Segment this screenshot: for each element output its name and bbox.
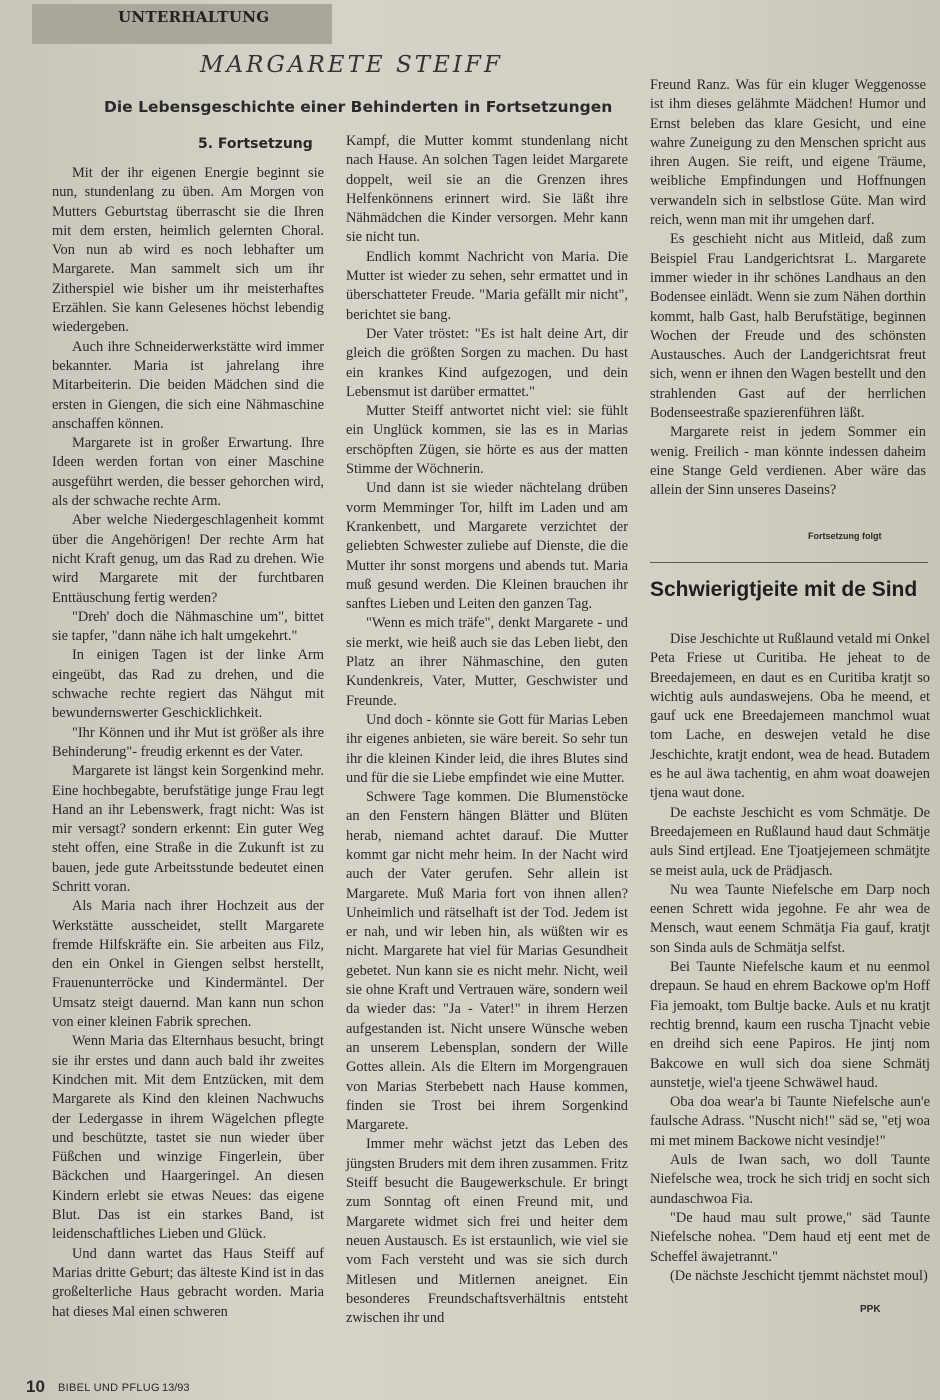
paragraph: De eachste Jeschicht es vom Schmätje. De Breedajemeen en Rußlaund haud daut Schmätje auls Sind ertjlead. Ene Tjoatjejemeen schmätjte se meist aula, uck de Prädjasch. — [650, 804, 930, 879]
paragraph: Aber welche Niedergeschlagenheit kommt über die Angehörigen! Der rechte Arm hat nicht Kraft genug, um das Rad zu drehen. Wie wird Margarete mit der furchtbaren Enttäuschung fertig werden? — [52, 512, 324, 606]
section-label: UNTERHALTUNG — [118, 8, 270, 26]
paragraph: Margarete ist in großer Erwartung. Ihre Ideen werden fortan von einer Maschine ausgeführt werden, die besser gehorchen wird, als der schwache rechte Arm. — [52, 435, 324, 510]
paragraph: "Ihr Können und ihr Mut ist größer als ihre Behinderung"- freudig erkennt es der Vater. — [52, 724, 324, 760]
installment-label: 5. Fortsetzung — [198, 136, 313, 152]
magazine-name: BIBEL UND PFLUG — [58, 1382, 160, 1394]
author-signature: PPK — [860, 1304, 881, 1315]
paragraph: Und dann wartet das Haus Steiff auf Marias dritte Geburt; das älteste Kind ist in das großelterliche Haus gebracht worden. Maria hat dieses Mal einen schweren — [52, 1245, 324, 1320]
continued-note: Fortsetzung folgt — [808, 531, 882, 541]
paragraph: "Dreh' doch die Nähmaschine um", bittet sie tapfer, "dann nähe ich halt umgekehrt." — [52, 608, 324, 645]
paragraph: Immer mehr wächst jetzt das Leben des jüngsten Bruders mit dem ihren zusammen. Fritz Steiff besucht die Baugewerkschule. Er bringt zum Sonntag oft einen Freund mit, und Margarete widmet sich frei und heiter dem neuen Austausch. Es ist erstaunlich, wie viel sie vom Fach versteht und was sie sich durch Mitlesen und Mitlernen aneignet. Ein besonderes Freundschaftsverhältnis entsteht zwischen ihr und — [346, 1136, 628, 1327]
issue-number: 13/93 — [162, 1382, 190, 1394]
paragraph: In einigen Tagen ist der linke Arm eingeübt, das Rad zu drehen, und die schwache rechte regiert das Nähgut mit bewundernswerter Geschicklichkeit. — [52, 647, 324, 722]
paragraph: Der Vater tröstet: "Es ist halt deine Art, dir gleich die größten Sorgen zu machen. Du hast ein krankes Kind aufgezogen, und dein Lebensmut ist darüber ermattet." — [346, 325, 628, 400]
paragraph: Dise Jeschichte ut Rußlaund vetald mi Onkel Peta Friese ut Curitiba. He jeheat to de Breedajemeen, en daut es en Curitiba kratjt so wichtig auls aundaswejens. Oba he meend, et gauf uck ene Breedajemeen manchmol wuat tom Lache, en deswejen vetald he dise Jeschichte, kratjt endont, wea de head. Butadem es he aul äwa tachentig, en ahm woat doawejen tjena waut done. — [650, 631, 930, 802]
page-number: 10 — [26, 1377, 45, 1396]
paragraph: (De nächste Jeschicht tjemmt nächstet moul) — [670, 1267, 928, 1284]
paragraph: Nu wea Taunte Niefelsche em Darp noch eenen Schrett wida jegohne. Fe ahr wea de Mensch, waut eenem Schmätja Fia gauf, kratjt son Sinda auls de Schmätja selfst. — [650, 881, 930, 956]
article-subtitle: Die Lebensgeschichte einer Behinderten in Fortsetzungen — [104, 98, 613, 116]
paragraph: Oba doa wear'a bi Taunte Niefelsche aun'e faulsche Adrass. "Nuscht nich!" säd se, "etj woa mi met minem Backowe nicht vesindje!" — [650, 1094, 930, 1149]
paragraph: Margarete reist in jedem Sommer ein wenig. Freilich - man könnte indessen daheim eine Stange Geld verdienen. Aber wäre das allein der Sinn unseres Daseins? — [650, 424, 926, 499]
dialect-story-column — [650, 630, 930, 1286]
paragraph: "Wenn es mich träfe", denkt Margarete - und sie merkt, wie heiß auch sie das Leben liebt, den Platz an ihrer Nähmaschine, den guten Kundenkreis, Vater, Mutter, Geschwister und Freunde. — [346, 615, 628, 709]
divider-rule — [650, 562, 928, 563]
paragraph: Endlich kommt Nachricht von Maria. Die Mutter ist wieder zu sehen, sehr ermattet und in überschatteter Freude. "Maria gefällt mir nicht", berichtet sie bang. — [346, 248, 628, 323]
paragraph: Auch ihre Schneiderwerkstätte wird immer bekannter. Maria ist jahrelang ihre Mitarbeiterin. Die beiden Mädchen sind die ersten in Giengen, die sich eine Nähmaschine anschaffen können. — [52, 338, 324, 432]
paragraph: Bei Taunte Niefelsche kaum et nu eenmol drepaun. Se haud en ehrem Backowe op'm Hoff Fia jemoakt, tom Bultje backe. Auls et nu kratjt rechtig brennd, kaum een ruscha Tjnacht vebie en dreihd sich eene Papiros. He jintj nom Bakcowe en wull sich doa siene Schmätj aunstetje, wiel'a tjeene Schwäwel haud. — [650, 959, 930, 1091]
paragraph: Wenn Maria das Elternhaus besucht, bringt sie ihr erstes und dann auch bald ihr zweites Kindchen mit. Mit dem Entzücken, mit dem Margarete als Kind den kleinen Nachwuchs der Ledergasse in ihrem Wägelchen pflegte und beschützte, tastet sie nun wieder über Füßchen und winzige Fingerlein, über Bäckchen und Haargeringel. An diesen Kindern erlebt sie etwas Neues: das eigene Blut. Das ist ein starkes Band, ist leidenschaftliches Lieben und Glück. — [52, 1033, 324, 1243]
paragraph: Und doch - könnte sie Gott für Marias Leben ihr eigenes anbieten, sie wäre bereit. So sehr tun ihr die kleinen Kinder leid, die ihres Blutes sind und für die sie Liebe empfindet wie eine Mutter. — [346, 711, 628, 786]
paragraph: Schwere Tage kommen. Die Blumenstöcke an den Fenstern hängen Blätter und Blüten herab, niemand achtet darauf. Die Mutter kommt gar nicht mehr heim. In der Nacht wird auch der Vater gerufen. Sehr allein ist Margarete. Muß Maria fort von ihnen allen? Unheimlich und rätselhaft ist der Tod. Jedem ist er nah, und wir leben hin, als wüßten wir es nicht. Margarete hat viel für Marias Gesundheit gebetet. Nun kann sie es nicht mehr. Nicht, weil sie ohne Kraft und Vertrauen wäre, sondern weil da wieder das: "Ja - Vater!" in ihrem Herzen aufgestanden ist. Nicht unsere Wünsche weben an unserem Lebensplan, sondern der Wille Gottes allein. Als die Eltern im Morgengrauen von Marias Sterbebett nach Hause kommen, finden sie Trost bei ihrem Sorgenkind Margarete. — [346, 789, 628, 1134]
paragraph: Kampf, die Mutter kommt stundenlang nicht nach Hause. An solchen Tagen leidet Margarete doppelt, weil sie an die Grenzen ihres Helfenkönnens erinnert wird. Sie läßt ihre Nähmädchen die Kinder versorgen. Mehr kann sie nicht tun. — [346, 133, 628, 246]
paragraph: Als Maria nach ihrer Hochzeit aus der Werkstätte ausscheidet, stellt Margarete fremde Hilfskräfte ein. Sie arbeiten aus Filz, den ein Onkel in Giengen selbst herstellt, Frauenunterröcke und Kindermäntel. Der Umsatz steigt dauernd. Man kann nun schon von einer kleinen Fabrik sprechen. — [52, 898, 324, 1031]
paragraph: Und dann ist sie wieder nächtelang drüben vorm Memminger Tor, hilft im Laden und am Krankenbett, und Margarete verzichtet der geliebten Schwester zuliebe auf Dienste, die die Mutter ihr sonst morgens und abends tut. Maria muß gesund werden. Die Kleinen brauchen ihr sanftes Lieben und Leiten den ganzen Tag. — [346, 480, 628, 613]
dialect-story-title: Schwierigtjeite mit de Sind — [650, 578, 918, 601]
paragraph: Mutter Steiff antwortet nicht viel: sie fühlt ein Unglück kommen, sie las es in Marias erschöpften Zügen, sie hörte es aus der matten Stimme der Wöchnerin. — [346, 403, 628, 478]
article-column-3 — [650, 76, 926, 501]
article-title: MARGARETE STEIFF — [200, 52, 503, 78]
paragraph: Es geschieht nicht aus Mitleid, daß zum Beispiel Frau Landgerichtsrat L. Margarete immer wieder in ihr schönes Landhaus an den Bodensee einlädt. Wenn sie zum Nähen dorthin kommt, halb Gast, halb Berufstätige, beginnen Wochen der Freude und des schönsten Austausches. Auch der Landgerichtsrat freut sich, wenn er ihnen den Wagen bestellt und den strahlenden Gast auf der herrlichen Bodenseestraße spazierenführen läßt. — [650, 231, 926, 422]
article-column-2 — [346, 132, 628, 1328]
paragraph: Auls de Iwan sach, wo doll Taunte Niefelsche wea, trock he sich tridj en socht sich aundaschwoa Fia. — [650, 1152, 930, 1207]
paragraph: Freund Ranz. Was für ein kluger Weggenosse ist ihm dieses gelähmte Mädchen! Humor und Ernst beleben das klare Gesicht, und eine wahre Zuneigung zu den Menschen spricht aus ihren Augen. Sie reift, und eigene Träume, weibliche Empfindungen und Hoffnungen verwandeln sich in selbstlose Güte. Man wird reich, wenn man mit ihr umgehen darf. — [650, 77, 926, 229]
paragraph: "De haud mau sult prowe," säd Taunte Niefelsche nohea. "Dem haud etj eent met de Scheffel äwajetrannt." — [650, 1209, 930, 1265]
paragraph: Margarete ist längst kein Sorgenkind mehr. Eine hochbegabte, berufstätige junge Frau legt Hand an ihr Lebenswerk, fragt nicht: Was ist mir versagt? sondern erkennt: Ein guter Weg steht offen, eine Straße in die Zukunft ist zu bauen, jede gute Arbeitsstunde bedeutet einen Schritt voran. — [52, 763, 324, 895]
article-column-1 — [52, 164, 324, 1322]
paragraph: Mit der ihr eigenen Energie beginnt sie nun, stundenlang zu üben. Am Morgen von Mutters Geburtstag überrascht sie die Ihren mit dem ersten, heimlich gelernten Choral. Von nun ab wird es noch lebhafter um Margarete. Man sammelt sich um ihr Zitherspiel wie bisher um ihr meisterhaftes Erzählen. Sie kann Gelesenes höchst lebendig wiedergeben. — [52, 165, 324, 336]
